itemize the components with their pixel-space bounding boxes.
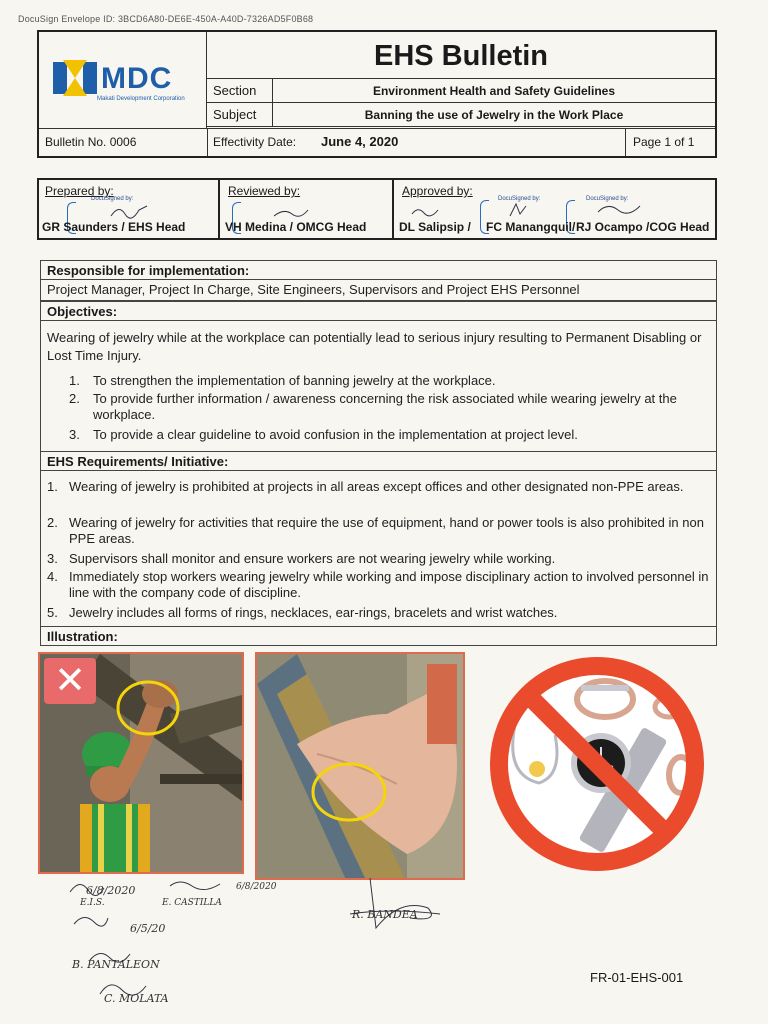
requirement-item: Immediately stop workers wearing jewelry while working and impose disciplinary action to involved personnel in line with the company code of discipline. [69, 569, 709, 600]
no-jewelry-sign-icon [475, 655, 719, 873]
section-value: Environment Health and Safety Guidelines [273, 79, 715, 103]
objective-number: 3. [69, 427, 80, 442]
approved-by-name-1: DL Salipsip / [399, 220, 471, 234]
approved-by-cell [396, 180, 716, 238]
effectivity-date: June 4, 2020 [321, 134, 399, 149]
responsible-heading: Responsible for implementation: [40, 260, 717, 280]
bulletin-number: Bulletin No. 0006 [45, 135, 137, 149]
handwritten-signature-5: R. BANDEA [352, 908, 418, 921]
responsible-text: Project Manager, Project In Charge, Site Engineers, Supervisors and Project EHS Personnel [40, 280, 717, 301]
reviewed-by-label: Reviewed by: [228, 184, 301, 198]
logo-subtitle: Makati Development Corporation [97, 96, 185, 102]
requirement-number: 1. [47, 479, 58, 494]
form-code: FR-01-EHS-001 [590, 970, 684, 985]
requirements-body [40, 471, 717, 626]
handwritten-date-3: 6/5/20 [130, 922, 166, 935]
objective-item: To provide further information / awareness concerning the risk associated while wearing jewelry at the workplace. [93, 391, 677, 422]
bulletin-header [37, 30, 717, 158]
prepared-by-cell [39, 180, 220, 238]
approved-by-label: Approved by: [402, 184, 473, 198]
logo-cell [39, 32, 207, 128]
objectives-body [40, 321, 717, 451]
handwritten-initials: E.I.S. [80, 898, 105, 908]
approved-by-name-2: FC Manangquil/ [486, 220, 576, 234]
effectivity-label: Effectivity Date: [213, 135, 297, 149]
reviewed-by-name: VH Medina / OMCG Head [225, 220, 367, 234]
requirement-number: 4. [47, 569, 58, 584]
reviewed-by-cell [222, 180, 394, 238]
signature-scribble-icon [272, 204, 312, 220]
subject-label: Subject [207, 103, 273, 127]
handwritten-date-1: 6/8/2020 [86, 884, 136, 897]
requirement-item: Wearing of jewelry is prohibited at projects in all areas except offices and other designated non-PPE areas. [69, 479, 684, 494]
signature-scribble-icon [109, 202, 149, 220]
requirement-item: Supervisors shall monitor and ensure workers are not wearing jewelry while working. [69, 551, 556, 566]
handwritten-name-1: E. CASTILLA [162, 898, 222, 908]
title-cell [207, 32, 715, 79]
objective-item: To strengthen the implementation of banning jewelry at the workplace. [93, 373, 496, 388]
requirement-number: 5. [47, 605, 58, 620]
page-title: EHS Bulletin [373, 40, 548, 72]
requirement-item: Wearing of jewelry for activities that require the use of equipment, hand or power tools is also prohibited in non PPE areas. [69, 515, 704, 546]
logo-text: MDC [101, 62, 173, 95]
requirement-number: 3. [47, 551, 58, 566]
objectives-heading: Objectives: [40, 301, 717, 321]
mdc-logo-icon [53, 58, 97, 98]
signature-scribble-icon [596, 202, 642, 216]
objective-number: 2. [69, 391, 80, 406]
requirements-heading: EHS Requirements/ Initiative: [40, 451, 717, 471]
handwritten-signature-4: C. MOLATA [104, 992, 169, 1005]
prohibited-x-icon: ✕ [44, 658, 96, 704]
signature-scribble-icon [506, 202, 530, 218]
prepared-by-name: GR Saunders / EHS Head [42, 220, 186, 234]
docusign-envelope-id: DocuSign Envelope ID: 3BCD6A80-DE6E-450A-A40D-7326AD5F0B68 [18, 14, 314, 24]
objectives-intro: Wearing of jewelry while at the workplace can potentially lead to serious injury resulting to Permanent Disabling or Lost Time Injury. [47, 330, 702, 363]
approved-by-name-3: RJ Ocampo /COG Head [576, 220, 710, 234]
signature-box [37, 178, 717, 240]
handwritten-signature-3: B. PANTALEON [72, 958, 160, 971]
worker-wearing-ring-photo [38, 652, 244, 874]
handwritten-signatures [60, 878, 480, 1008]
requirement-item: Jewelry includes all forms of rings, necklaces, ear-rings, bracelets and wrist watches. [69, 605, 558, 620]
objective-item: To provide a clear guideline to avoid confusion in the implementation at project level. [93, 427, 578, 442]
requirement-number: 2. [47, 515, 58, 530]
illustration-heading: Illustration: [40, 626, 717, 646]
signature-scribble-icon [410, 204, 440, 218]
docusigned-label: DocuSigned by: [498, 196, 541, 202]
handwritten-date-2: 6/8/2020 [236, 882, 277, 892]
hand-with-ring-photo [255, 652, 465, 880]
subject-value: Banning the use of Jewelry in the Work Place [273, 103, 715, 127]
section-label: Section [207, 79, 273, 103]
docusigned-label: DocuSigned by: [586, 196, 629, 202]
hand-photo-image [257, 654, 465, 880]
objective-number: 1. [69, 373, 80, 388]
prepared-by-label: Prepared by: [45, 184, 114, 198]
docusigned-label: DocuSigned by: [91, 196, 134, 202]
page-number: Page 1 of 1 [633, 135, 695, 149]
